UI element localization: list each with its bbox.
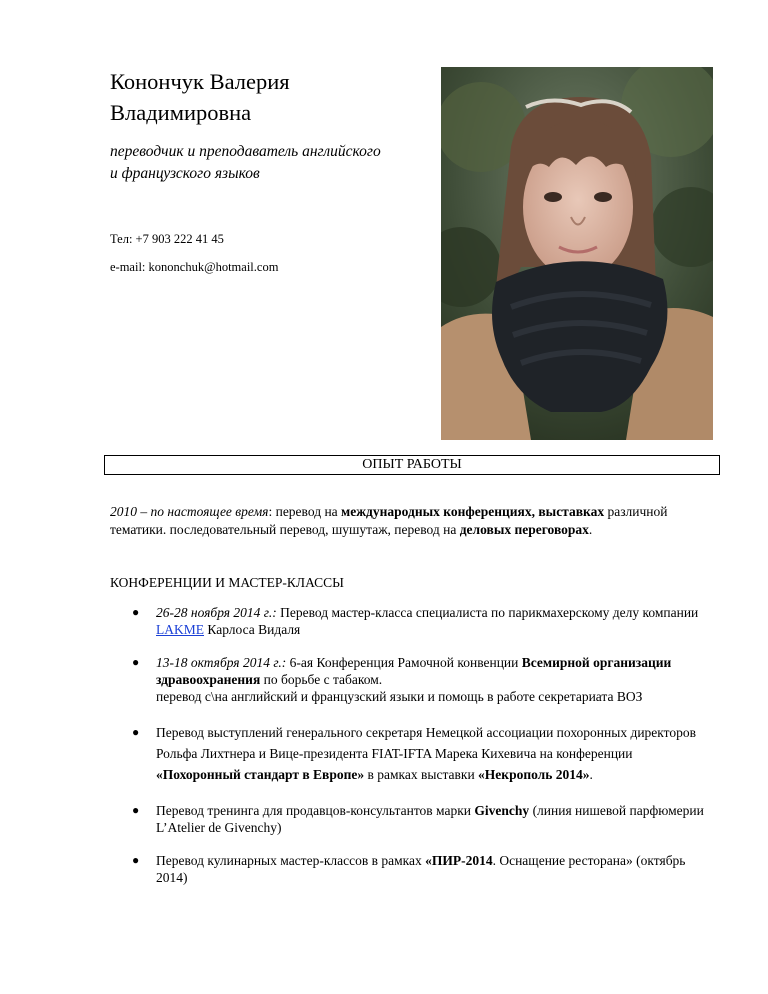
bullet-icon: ● xyxy=(132,605,140,619)
lakme-link[interactable]: LAKME xyxy=(156,622,204,637)
job-title xyxy=(110,141,440,185)
experience-summary: 2010 – по настоящее время: перевод на международных конференциях, выставках различной тематики. последовательный перевод, шушутаж, перевод на деловых переговорах. xyxy=(110,504,668,537)
bullet-icon: ● xyxy=(132,803,140,817)
conferences-heading: КОНФЕРЕНЦИИ И МАСТЕР-КЛАССЫ xyxy=(110,575,344,590)
list-item: ● Перевод выступлений генерального секретаря Немецкой ассоциации похоронных директоров Рольфа Лихтнера и Вице-президента FIAT-IFTA Марека Кихевича на конференции «Похоронный стандарт в Европе» в рамках выставки «Некрополь 2014». xyxy=(110,722,714,785)
bullet-icon: ● xyxy=(132,853,140,867)
candidate-name xyxy=(110,66,430,128)
experience-period: 2010 – по настоящее время xyxy=(110,504,269,519)
bullet-icon: ● xyxy=(132,725,140,739)
conference-list xyxy=(110,604,714,886)
email[interactable]: e-mail: kononchuk@hotmail.com xyxy=(110,260,279,274)
job-title-line-1: переводчик и преподаватель английского xyxy=(110,143,381,160)
bullet-icon: ● xyxy=(132,655,140,669)
name-line-2: Владимировна xyxy=(110,100,252,125)
phone: Тел: +7 903 222 41 45 xyxy=(110,232,224,246)
section-work-experience: ОПЫТ РАБОТЫ xyxy=(104,455,720,475)
list-item: ● 26-28 ноября 2014 г.: Перевод мастер-класса специалиста по парикмахерскому делу компании LAKME Карлоса Видаля xyxy=(132,605,699,637)
name-line-1: Конончук Валерия xyxy=(110,69,290,94)
list-item: ● Перевод кулинарных мастер-классов в рамках «ПИР-2014. Оснащение ресторана» (октябрь 2014) xyxy=(132,853,686,885)
list-item: ● Перевод тренинга для продавцов-консультантов марки Givenchy (линия нишевой парфюмерии L’Atelier de Givenchy) xyxy=(132,803,704,835)
portrait-icon xyxy=(441,67,713,440)
portrait-photo xyxy=(441,67,713,440)
list-item: ● 13-18 октября 2014 г.: 6-ая Конференция Рамочной конвенции Всемирной организации здравоохранения по борьбе с табаком. перевод с\на английский и французский языки и помощь в работе секретариата ВОЗ xyxy=(132,655,672,704)
job-title-line-2: и французского языков xyxy=(110,165,260,182)
